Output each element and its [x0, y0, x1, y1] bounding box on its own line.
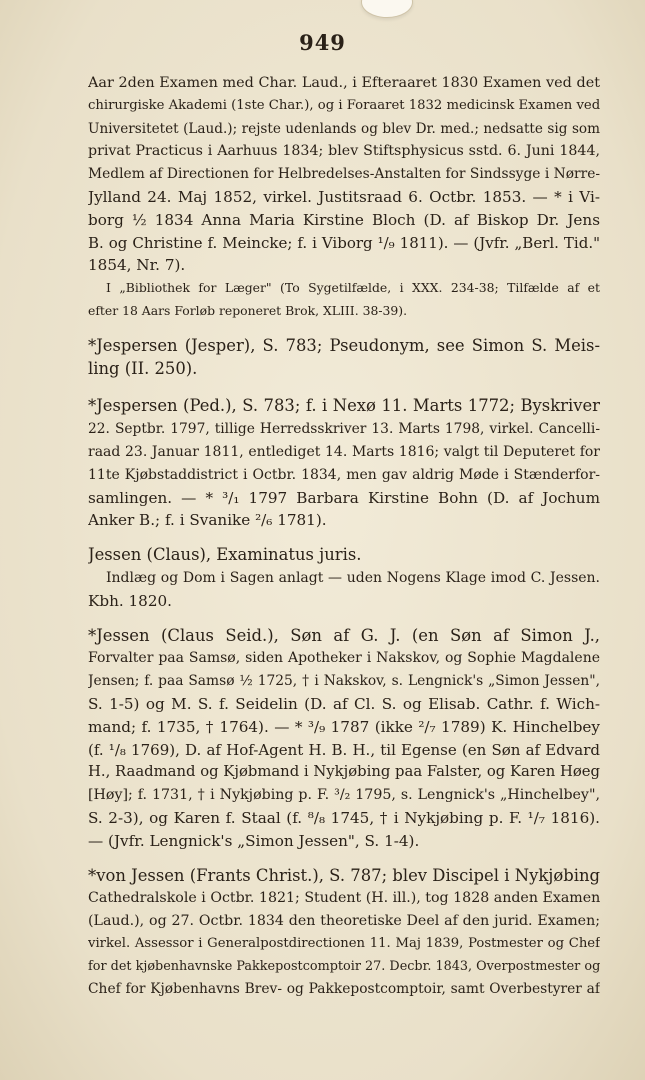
text-line: S. 1-5) og M. S. f. Seidelin (D. af Cl. S. og Elisab. Cathr. f. Wich-	[88, 694, 600, 713]
text-line: Anker B.; f. i Svanike ²/₆ 1781).	[88, 511, 327, 530]
bibliography-line: efter 18 Aars Forløb reponeret Brok, XLIII. 38-39).	[88, 302, 408, 318]
text-line: Aar 2den Examen med Char. Laud., i Efteraaret 1830 Examen ved det	[88, 75, 600, 91]
text-line: ling (II. 250).	[88, 358, 198, 378]
text-line: borg ½ 1834 Anna Maria Kirstine Bloch (D. af Biskop Dr. Jens	[88, 210, 600, 229]
text-line: virkel. Assessor i Generalpostdirectionen 11. Maj 1839, Postmester og Chef	[88, 935, 600, 951]
text-line: 11te Kjøbstaddistrict i Octbr. 1834, men gav aldrig Møde i Stænderfor-	[88, 466, 600, 483]
text-line: Forvalter paa Samsø, siden Apotheker i Nakskov, og Sophie Magdalene	[88, 650, 600, 667]
text-line: S. 2-3), og Karen f. Staal (f. ⁸/₈ 1745, † i Nykjøbing p. F. ¹/₇ 1816).	[88, 808, 600, 827]
entry-heading: *Jessen (Claus Seid.), Søn af G. J. (en Søn af Simon J.,	[88, 625, 600, 645]
page-text	[88, 72, 600, 1001]
entry-heading: Jessen (Claus), Examinatus juris.	[88, 545, 362, 565]
text-line: Medlem af Directionen for Helbredelses-Anstalten for Sindssyge i Nørre-	[88, 166, 600, 183]
text-line: chirurgiske Akademi (1ste Char.), og i Foraaret 1832 medicinsk Examen ved	[88, 97, 600, 113]
text-line: (Laud.), og 27. Octbr. 1834 den theoretiske Deel af den jurid. Examen;	[88, 913, 600, 930]
bibliography-line: I „Bibliothek for Læger" (To Sygetilfælde, i XXX. 234-38; Tilfælde af et	[106, 280, 600, 296]
binding-hole	[361, 0, 413, 18]
text-line: mand; f. 1735, † 1764). — * ³/₉ 1787 (ikke ²/₇ 1789) K. Hinchelbey	[88, 717, 600, 736]
text-line: Jensen; f. paa Samsø ½ 1725, † i Nakskov, s. Lengnick's „Simon Jessen",	[88, 673, 600, 690]
text-line: privat Practicus i Aarhuus 1834; blev Stiftsphysicus sstd. 6. Juni 1844,	[88, 143, 600, 160]
bibliography-line: Kbh. 1820.	[88, 591, 172, 610]
text-line: Cathedralskole i Octbr. 1821; Student (H. ill.), tog 1828 anden Examen	[88, 890, 600, 907]
text-line: Jylland 24. Maj 1852, virkel. Justitsraad 6. Octbr. 1853. — * i Vi-	[88, 187, 600, 206]
page-number: 949	[299, 30, 346, 55]
bibliography-line: Indlæg og Dom i Sagen anlagt — uden Nogens Klage imod C. Jessen.	[106, 569, 600, 586]
text-line: raad 23. Januar 1811, entlediget 14. Marts 1816; valgt til Deputeret for	[88, 443, 600, 460]
text-line: [Høy]; f. 1731, † i Nykjøbing p. F. ³/₂ 1795, s. Lengnick's „Hinchelbey",	[88, 787, 600, 804]
text-line: H., Raadmand og Kjøbmand i Nykjøbing paa Falster, og Karen Høeg	[88, 763, 600, 781]
text-line: 22. Septbr. 1797, tillige Herredsskriver 13. Marts 1798, virkel. Cancelli-	[88, 421, 600, 438]
text-line: (f. ¹/₈ 1769), D. af Hof-Agent H. B. H., til Egense (en Søn af Edvard	[88, 740, 600, 759]
text-line: samlingen. — * ³/₁ 1797 Barbara Kirstine Bohn (D. af Jochum	[88, 488, 600, 507]
text-line: B. og Christine f. Meincke; f. i Viborg ¹/₉ 1811). — (Jvfr. „Berl. Tid."	[88, 233, 600, 252]
entry-heading: *Jespersen (Jesper), S. 783; Pseudonym, see Simon S. Meis-	[88, 335, 600, 355]
text-line: 1854, Nr. 7).	[88, 256, 186, 275]
entry-heading: *Jespersen (Ped.), S. 783; f. i Nexø 11. Marts 1772; Byskriver	[88, 396, 600, 416]
entry-heading: *von Jessen (Frants Christ.), S. 787; blev Discipel i Nykjøbing	[88, 865, 600, 885]
text-line: for det kjøbenhavnske Pakkepostcomptoir 27. Decbr. 1843, Overpostmester og	[88, 958, 600, 974]
text-line: — (Jvfr. Lengnick's „Simon Jessen", S. 1-4).	[88, 831, 420, 850]
text-line: Universitetet (Laud.); rejste udenlands og blev Dr. med.; nedsatte sig som	[88, 120, 600, 137]
text-line: Chef for Kjøbenhavns Brev- og Pakkepostcomptoir, samt Overbestyrer af	[88, 981, 600, 998]
